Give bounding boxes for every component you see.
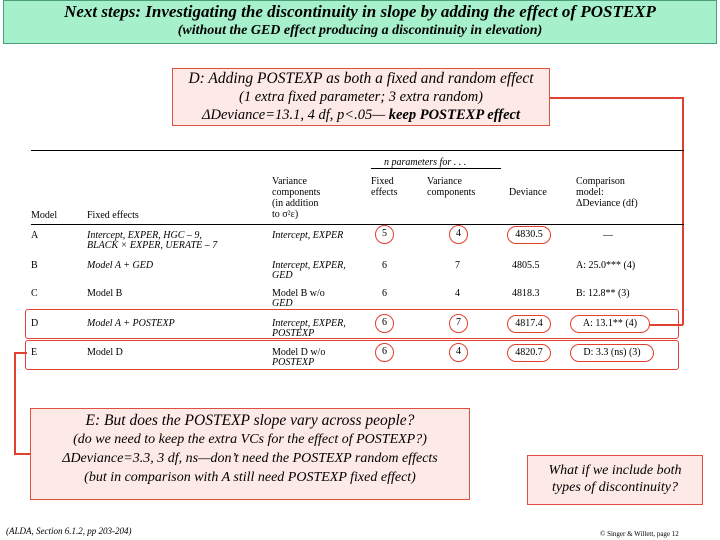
row-e-comparison: D: 3.3 (ns) (3) — [570, 344, 654, 362]
copyright-page-number: © Singer & Willett, page 12 — [600, 530, 679, 538]
slide-title-bar — [3, 0, 717, 44]
header-comparison-1: Comparison — [576, 176, 625, 187]
row-a-comparison: — — [603, 230, 613, 241]
row-b-comparison: A: 25.0*** (4) — [576, 260, 636, 271]
callout-e-note: (but in comparison with A still need POSTEXP fixed effect) — [84, 470, 416, 485]
connector-e-left-vertical — [14, 352, 16, 454]
model-comparison-table — [31, 148, 684, 368]
callout-d-result-text: ΔDeviance=13.1, 4 df, p<.05— — [201, 107, 389, 123]
row-d-model: D — [31, 318, 39, 329]
row-c-comparison: B: 12.8** (3) — [576, 288, 630, 299]
row-c-nfixed: 6 — [382, 288, 387, 299]
row-b-vc-1: Intercept, EXPER, — [272, 260, 346, 271]
row-e-deviance: 4820.7 — [507, 344, 551, 362]
row-b-nvc: 7 — [455, 260, 460, 271]
spanner-label: n parameters for . . . — [384, 157, 467, 168]
row-a-model: A — [31, 230, 39, 241]
row-b-fixed-1: Model A + GED — [87, 260, 154, 271]
row-e-fixed-1: Model D — [87, 347, 123, 358]
row-a-vc-1: Intercept, EXPER — [272, 230, 344, 241]
row-e-model: E — [31, 347, 38, 358]
row-d-vc-2: POSTEXP — [272, 328, 315, 339]
row-a-nfixed: 5 — [375, 225, 394, 244]
header-model: Model — [31, 210, 58, 221]
callout-model-d — [172, 68, 550, 126]
row-d-fixed-1: Model A + POSTEXP — [87, 318, 175, 329]
row-d-vc-1: Intercept, EXPER, — [272, 318, 346, 329]
row-c-fixed-1: Model B — [87, 288, 123, 299]
row-c-vc-2: GED — [272, 298, 293, 309]
callout-e-question: (do we need to keep the extra VCs for the effect of POSTEXP?) — [73, 432, 427, 447]
row-a-fixed-1: Intercept, EXPER, HGC – 9, — [87, 230, 202, 241]
callout-d-result — [173, 106, 549, 124]
header-fixed-effects: Fixed effects — [87, 210, 139, 221]
callout-d-heading: D: Adding POSTEXP as both a fixed and random effect — [188, 70, 534, 87]
header-comparison-3: ΔDeviance (df) — [576, 198, 638, 209]
row-e-nvc: 4 — [449, 343, 468, 362]
connector-e-left-to-callout — [14, 453, 31, 455]
header-n-variance-2: components — [427, 187, 476, 198]
row-d-nfixed: 6 — [375, 314, 394, 333]
row-b-model: B — [31, 260, 38, 271]
spanner-rule — [371, 168, 501, 169]
table-header-rule — [31, 224, 684, 225]
callout-model-e — [30, 408, 470, 500]
header-deviance: Deviance — [509, 187, 547, 198]
row-c-deviance: 4818.3 — [512, 288, 540, 299]
row-b-nfixed: 6 — [382, 260, 387, 271]
row-d-deviance: 4817.4 — [507, 315, 551, 333]
slide-title: Next steps: Investigating the discontinuity in slope by adding the effect of POSTEXP — [64, 2, 656, 21]
row-d-comparison: A: 13.1** (4) — [570, 315, 650, 333]
header-variance-components-4: to σ²ε) — [272, 209, 299, 220]
callout-d-detail: (1 extra fixed parameter; 3 extra random) — [238, 89, 484, 105]
header-variance-components-1: Variance — [272, 176, 307, 187]
row-a-fixed-2: BLACK × EXPER, UERATE – 7 — [87, 240, 218, 251]
header-n-fixed-1: Fixed — [371, 176, 394, 187]
callout-e-heading: E: But does the POSTEXP slope vary across people? — [85, 412, 415, 429]
row-d-nvc: 7 — [449, 314, 468, 333]
header-n-variance-1: Variance — [427, 176, 462, 187]
row-b-vc-2: GED — [272, 270, 293, 281]
row-e-vc-1: Model D w/o — [272, 347, 326, 358]
callout-what-if-line2: types of discontinuity? — [552, 480, 678, 495]
row-c-model: C — [31, 288, 38, 299]
callout-e-result: ΔDeviance=3.3, 3 df, ns—don’t need the POSTEXP random effects — [62, 451, 438, 466]
header-variance-components-2: components — [272, 187, 321, 198]
source-citation: (ALDA, Section 6.1.2, pp 203-204) — [6, 526, 132, 536]
callout-d-conclusion: keep POSTEXP effect — [388, 107, 520, 123]
slide-subtitle: (without the GED effect producing a discontinuity in elevation) — [177, 23, 543, 38]
row-c-nvc: 4 — [455, 288, 460, 299]
header-comparison-2: model: — [576, 187, 604, 198]
connector-d-right-horizontal — [550, 97, 683, 99]
header-n-fixed-2: effects — [371, 187, 398, 198]
table-top-rule — [31, 150, 684, 151]
row-e-vc-2: POSTEXP — [272, 357, 315, 368]
row-b-deviance: 4805.5 — [512, 260, 540, 271]
row-c-vc-1: Model B w/o — [272, 288, 325, 299]
callout-what-if — [527, 455, 703, 505]
row-e-nfixed: 6 — [375, 343, 394, 362]
header-variance-components-3: (in addition — [272, 198, 319, 209]
callout-what-if-line1: What if we include both — [548, 463, 682, 478]
row-a-nvc: 4 — [449, 225, 468, 244]
row-a-deviance: 4830.5 — [507, 226, 551, 244]
